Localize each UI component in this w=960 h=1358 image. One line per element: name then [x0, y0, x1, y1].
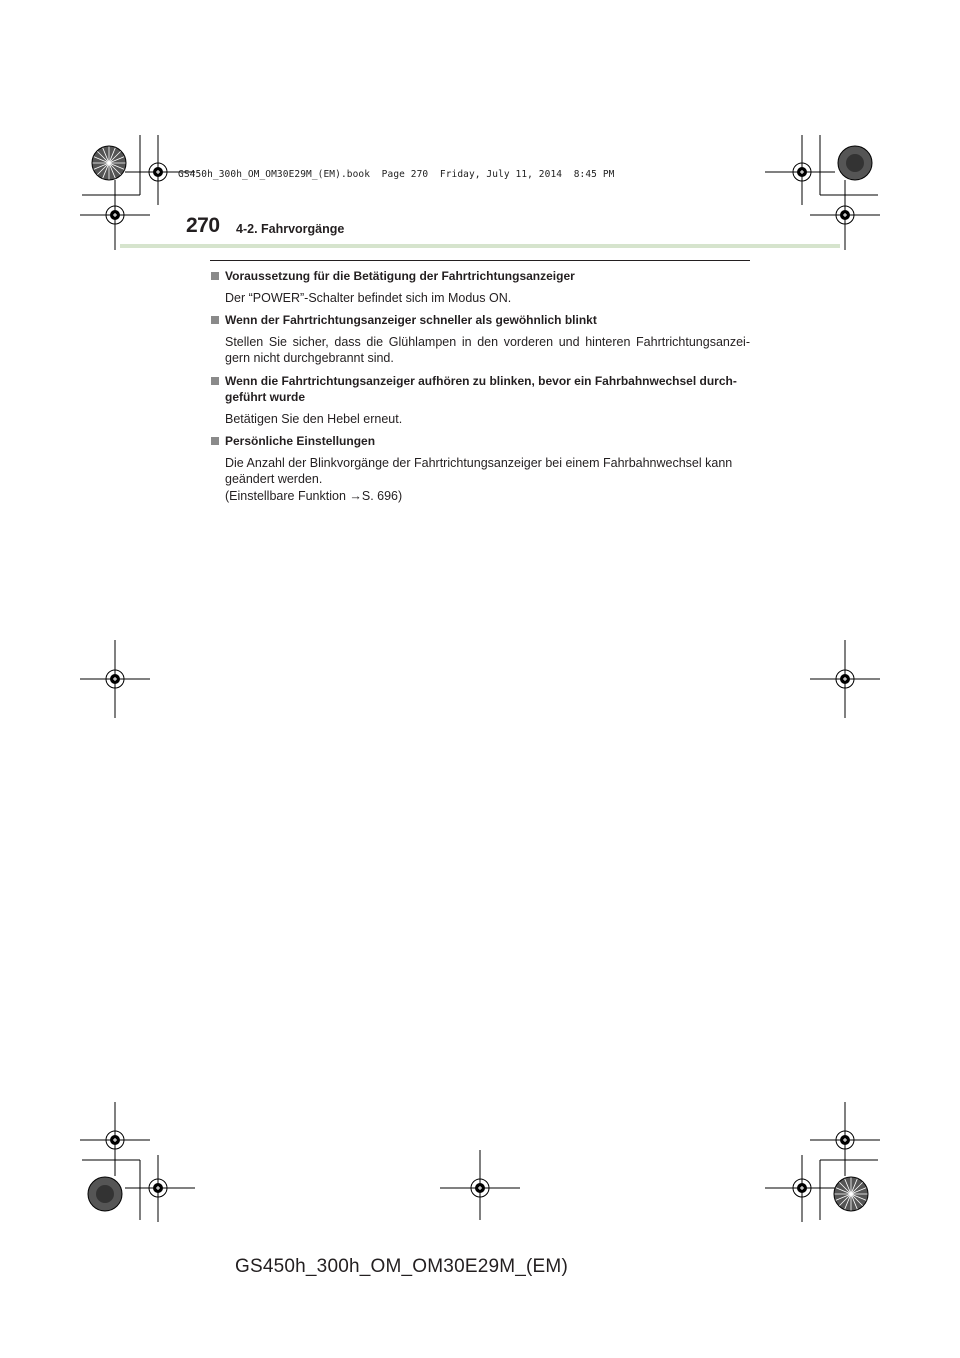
page-number: 270	[186, 214, 220, 237]
bullet-square-icon	[211, 377, 219, 385]
item-blinkt-schneller	[210, 312, 750, 367]
item-persoenliche-einstellungen	[210, 433, 750, 504]
item-heading	[210, 433, 750, 450]
item-cross-reference: (Einstellbare Funktion →S. 696)	[225, 488, 403, 503]
item-heading	[210, 268, 750, 285]
item-body	[210, 290, 750, 307]
item-aufhoeren-blinken	[210, 373, 750, 428]
content	[210, 268, 750, 510]
bullet-square-icon	[211, 437, 219, 445]
item-body	[210, 455, 750, 505]
item-heading-text: Wenn der Fahrtrichtungsanzeiger schneller als gewöhnlich blinkt	[225, 313, 597, 327]
header-bar	[120, 244, 840, 248]
item-text: Die Anzahl der Blinkvorgänge der Fahrtrichtungsanzeiger bei einem Fahrbahnwechsel kann geändert werden.	[225, 455, 733, 486]
item-heading	[210, 312, 750, 329]
item-heading	[210, 373, 750, 406]
footer-doc-code: GS450h_300h_OM_OM30E29M_(EM)	[235, 1256, 568, 1277]
item-heading-text: Persönliche Einstellungen	[225, 434, 376, 448]
content-rule	[210, 260, 750, 261]
item-body	[210, 334, 750, 367]
item-text: Der “POWER”-Schalter befindet sich im Modus ON.	[225, 290, 512, 305]
section-title: 4-2. Fahrvorgänge	[236, 222, 345, 236]
bullet-square-icon	[211, 272, 219, 280]
bullet-square-icon	[211, 316, 219, 324]
print-info: GS450h_300h_OM_OM30E29M_(EM).book Page 270 Friday, July 11, 2014 8:45 PM	[178, 169, 615, 180]
item-heading-text: Voraussetzung für die Betätigung der Fahrtrichtungsanzeiger	[225, 269, 575, 283]
item-text: Stellen Sie sicher, dass die Glühlampen in den vorderen und hinteren Fahrtrichtungsanzei-gern nicht durchgebrannt sind.	[225, 334, 750, 365]
item-heading-text: Wenn die Fahrtrichtungsanzeiger aufhören zu blinken, bevor ein Fahrbahnwechsel durch-geführt wurde	[225, 373, 737, 404]
item-body	[210, 411, 750, 428]
item-voraussetzung	[210, 268, 750, 306]
item-text: Betätigen Sie den Hebel erneut.	[225, 411, 403, 426]
